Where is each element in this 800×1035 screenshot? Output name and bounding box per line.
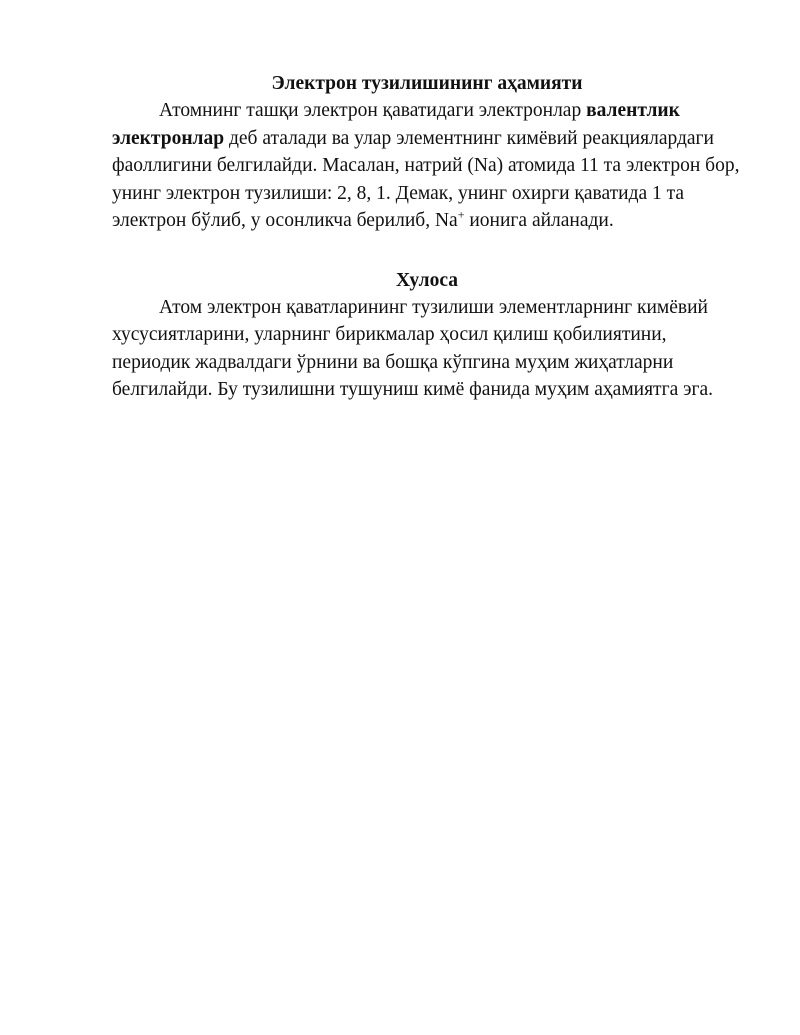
ion-charge-superscript: +: [457, 207, 465, 222]
section-title-conclusion: Хулоса: [396, 269, 458, 291]
section-importance: [112, 70, 742, 235]
section-conclusion: [112, 267, 742, 404]
paragraph-importance: [112, 97, 742, 235]
bold-term-valence-electrons: валентлик электронлар: [112, 100, 680, 149]
paragraph-text: деб аталади ва улар элементнинг кимёвий реакциялардаги фаоллигини белгилайди. Масалан, натрий (Na) атомида 11 та электрон бор, унинг электрон тузилиши: 2, 8, 1. Демак, унинг охирги қаватида 1 та электрон бўлиб, у осонликча берилиб, Na: [112, 127, 740, 231]
paragraph-text: Атомнинг ташқи электрон қаватидаги электронлар: [159, 100, 587, 121]
paragraph-conclusion: Атом электрон қаватларининг тузилиши элементларнинг кимёвий хусусиятларини, уларнинг бирикмалар ҳосил қилиш қобилиятини, периодик жадвалдаги ўрнини ва бошқа кўпгина муҳим жиҳатларни белгилайди. Бу тузилишни тушуниш кимё фанида муҳим аҳамиятга эга.: [112, 296, 714, 400]
document-page: [112, 70, 742, 404]
paragraph-text: ионига айланади.: [464, 210, 614, 231]
section-title-importance: Электрон тузилишининг аҳамияти: [271, 73, 583, 94]
